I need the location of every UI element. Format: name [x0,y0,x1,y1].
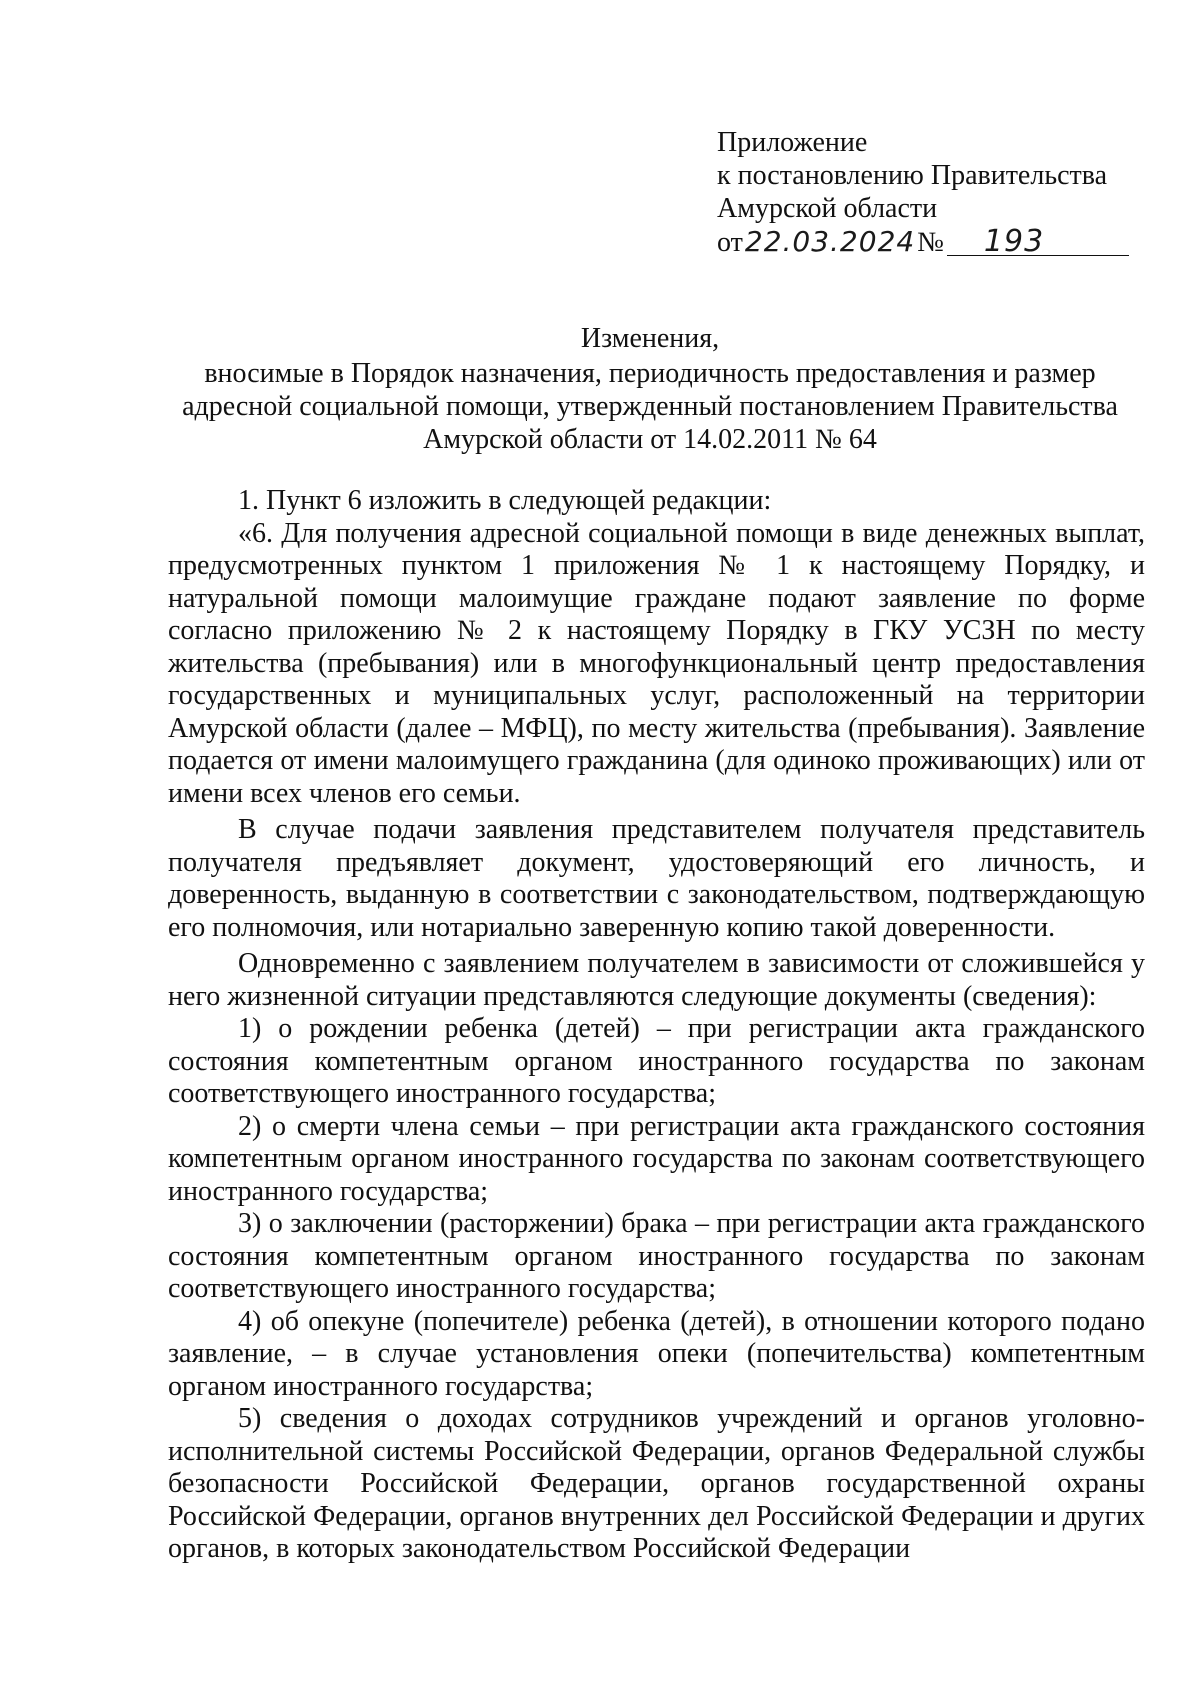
paragraph: 1. Пункт 6 изложить в следующей редакции: [238,485,772,516]
paragraph: В случае подачи заявления представителем получателя представитель получателя предъявляет документ, удостоверяющий его личность, и доверенность, выданную в соответствии с законодательством, подтверждающую его полномочия, или нотариально заверенную копию такой доверенности. [168,814,1145,943]
document-body [168,485,1145,1566]
appendix-title: Приложение [717,127,868,158]
title-description: вносимые в Порядок назначения, периодичность предоставления и размер адресной социальной помощи, утвержденный постановлением Правительства Амурской области от 14.02.2011 № 64 [182,358,1118,455]
paragraph: 3) о заключении (расторжении) брака – при регистрации акта гражданского состояния компетентным органом иностранного государства по законам соответствующего иностранного государства; [168,1208,1145,1304]
paragraph: 2) о смерти члена семьи – при регистрации акта гражданского состояния компетентным органом иностранного государства по законам соответствующего иностранного государства; [168,1110,1145,1207]
paragraph: 1) о рождении ребенка (детей) – при регистрации акта гражданского состояния компетентным органом иностранного государства по законам соответствующего иностранного государства; [168,1013,1145,1109]
number-underline [947,255,1129,256]
appendix-date-line [717,225,1107,259]
handwritten-date: 22.03.2024 [744,225,916,258]
appendix-subtitle: к постановлению Правительства [717,160,1108,191]
handwritten-number: 193 [983,224,1045,259]
date-prefix: от [717,227,743,258]
paragraph: 4) об опекуне (попечителе) ребенка (детей), в отношении которого подано заявление, – в случае установления опеки (попечительства) компетентным органом иностранного государства; [168,1305,1145,1402]
paragraph: «6. Для получения адресной социальной помощи в виде денежных выплат, предусмотренных пунктом 1 приложения № 1 к настоящему Порядку, и натуральной помощи малоимущие граждане подают заявление по форме согласно приложению № 2 к настоящему Порядку в ГКУ УСЗН по месту жительства (пребывания) или в многофункциональный центр предоставления государственных и муниципальных услуг, расположенный на территории Амурской области (далее – МФЦ), по месту жительства (пребывания). Заявление подается от имени малоимущего гражданина (для одиноко проживающих) или от имени всех членов его семьи. [168,517,1145,809]
appendix-region: Амурской области [717,193,938,224]
number-sign: № [917,227,944,258]
paragraph: Одновременно с заявлением получателем в зависимости от сложившейся у него жизненной ситуации представляются следующие документы (сведения): [168,948,1145,1012]
appendix-header [717,126,1107,259]
document-title [160,322,1140,456]
paragraph: 5) сведения о доходах сотрудников учреждений и органов уголовно-исполнительной системы Российской Федерации, органов Федеральной службы безопасности Российской Федерации, органов государственной охраны Российской Федерации, органов внутренних дел Российской Федерации и других органов, в которых законодательством Российской Федерации [168,1403,1145,1564]
title-heading: Изменения, [580,323,720,354]
